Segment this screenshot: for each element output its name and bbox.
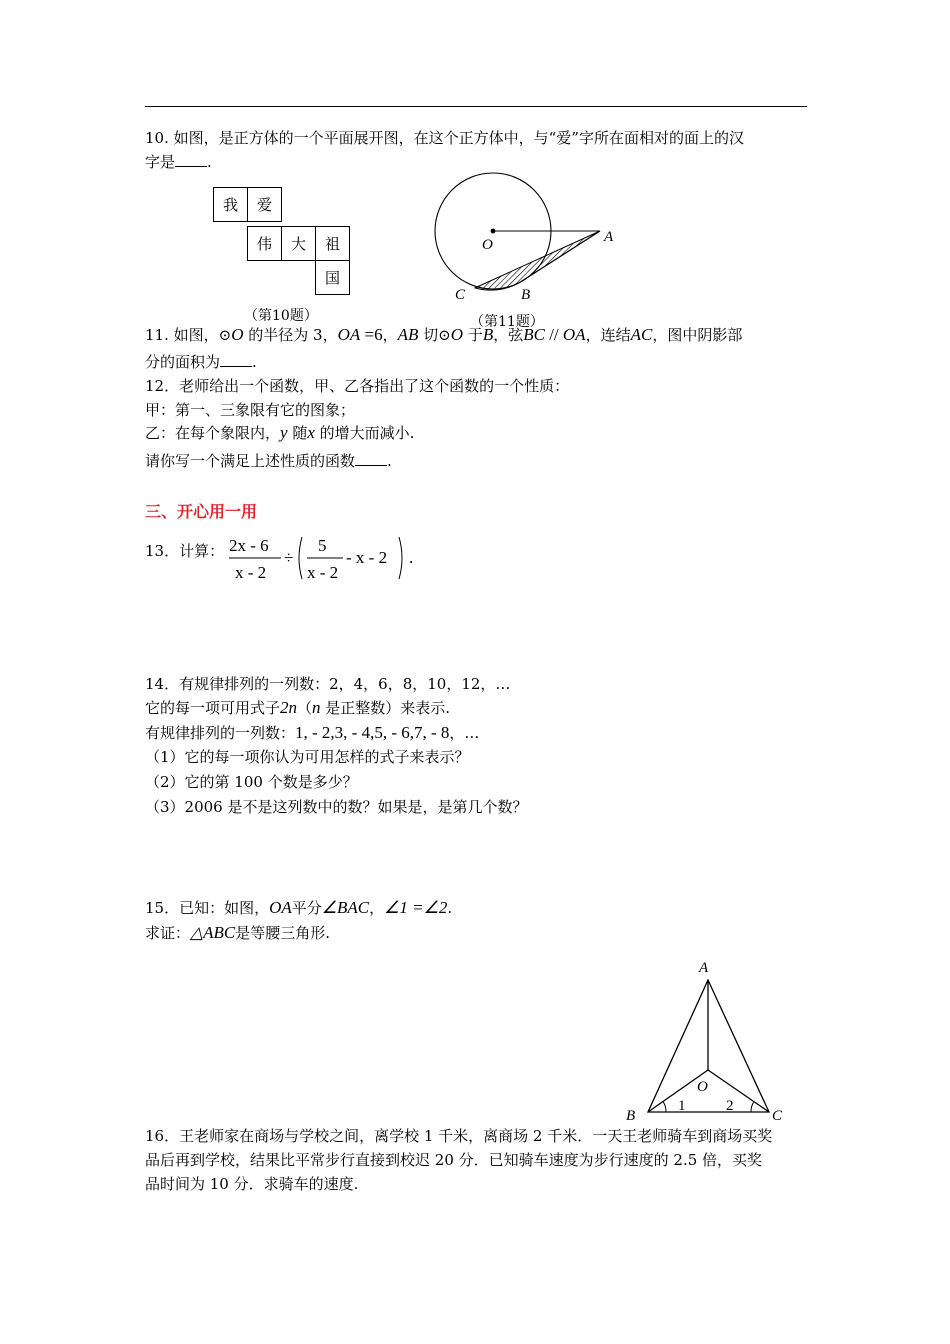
q13-expression xyxy=(225,530,425,586)
cube-char-2: 爱 xyxy=(256,198,273,214)
q13-end: . xyxy=(409,548,414,567)
label-a: A xyxy=(604,229,614,245)
q12-line-4: 请你写一个满足上述性质的函数 . xyxy=(145,452,392,470)
q14-line-1: 14．有规律排列的一列数：2，4，6，8，10，12，… xyxy=(145,675,511,693)
circle-tangent-diagram xyxy=(425,165,625,310)
q16-line-1: 16．王老师家在商场与学校之间，离学校 1 千米，离商场 2 千米．一天王老师骑车到商场买奖 xyxy=(145,1127,773,1145)
label-a: A xyxy=(699,960,709,976)
q13-denominator-1: x - 2 xyxy=(235,563,267,582)
q14-line-4: （1）它的每一项你认为可用怎样的式子来表示？ xyxy=(145,748,470,766)
label-angle-2: 2 xyxy=(726,1098,734,1114)
q13-denominator-2: x - 2 xyxy=(307,563,339,582)
q16-line-3: 品时间为 10 分．求骑车的速度. xyxy=(145,1175,359,1193)
q10-line-2: 字是 . xyxy=(145,153,212,171)
label-c: C xyxy=(772,1108,783,1124)
label-b: B xyxy=(521,287,531,303)
answer-blank xyxy=(220,352,252,367)
label-angle-1: 1 xyxy=(678,1098,686,1114)
q12-line-1: 12．老师给出一个函数，甲、乙各指出了这个函数的一个性质： xyxy=(145,377,570,395)
q15-line-2: 求证：△ABC是等腰三角形. xyxy=(145,923,330,942)
cube-char-5: 祖 xyxy=(324,237,341,253)
q13-tail: - x - 2 xyxy=(346,548,388,567)
q12-line-3: 乙：在每个象限内，y 随x 的增大而减小. xyxy=(145,423,415,442)
q11-line-2: 分的面积为 . xyxy=(145,353,257,371)
answer-blank xyxy=(355,451,387,466)
q13-divide: ÷ xyxy=(284,548,294,567)
answer-blank xyxy=(175,152,207,167)
q14-line-2: 它的每一项可用式子2n（n 是正整数）来表示. xyxy=(145,698,451,717)
angle-arc-2 xyxy=(751,1102,754,1113)
q13-label: 13．计算： xyxy=(145,542,225,560)
cube-char-6: 国 xyxy=(324,271,341,287)
angle-arc-1 xyxy=(663,1102,666,1113)
label-b: B xyxy=(626,1108,636,1124)
cube-char-1: 我 xyxy=(222,198,239,214)
center-point xyxy=(491,229,496,234)
q13-numerator-1: 2x - 6 xyxy=(229,536,269,555)
segment-ab xyxy=(519,231,600,283)
q10-line-1: 10. 如图，是正方体的一个平面展开图，在这个正方体中，与“爱”字所在面相对的面上的汉 xyxy=(145,129,744,147)
cube-char-4: 大 xyxy=(290,237,307,253)
paren-left xyxy=(299,537,302,579)
q12-line-2: 甲：第一、三象限有它的图象； xyxy=(145,401,356,419)
section-heading: 三、开心用一用 xyxy=(145,502,258,521)
q13-numerator-2: 5 xyxy=(318,536,327,555)
q14-line-5: （2）它的第 100 个数是多少？ xyxy=(145,773,358,791)
header-rule xyxy=(145,106,807,107)
q15-line-1: 15．已知：如图，OA平分∠BAC，∠1 =∠2. xyxy=(145,898,453,917)
q11-line-1: 11. 如图，⊙O 的半径为 3，OA =6，AB 切⊙O 于B，弦BC // OA，连结AC，图中阴影部 xyxy=(145,325,743,344)
q14-line-6: （3）2006 是不是这列数中的数？如果是，是第几个数？ xyxy=(145,798,528,816)
q10-caption: （第10题） xyxy=(244,308,318,324)
q11-caption: （第11题） xyxy=(470,314,544,330)
cube-char-3: 伟 xyxy=(256,237,273,253)
cube-net-diagram xyxy=(205,180,365,300)
label-o: O xyxy=(697,1079,708,1095)
label-c: C xyxy=(455,287,466,303)
paren-right xyxy=(399,537,402,579)
shaded-region xyxy=(475,231,600,290)
label-o: O xyxy=(482,237,493,253)
q14-line-3: 有规律排列的一列数：1, - 2,3, - 4,5, - 6,7, - 8，… xyxy=(145,723,480,742)
isosceles-triangle-diagram xyxy=(615,950,800,1130)
q16-line-2: 品后再到学校，结果比平常步行直接到校迟 20 分．已知骑车速度为步行速度的 2.5 倍，买奖 xyxy=(145,1151,763,1169)
